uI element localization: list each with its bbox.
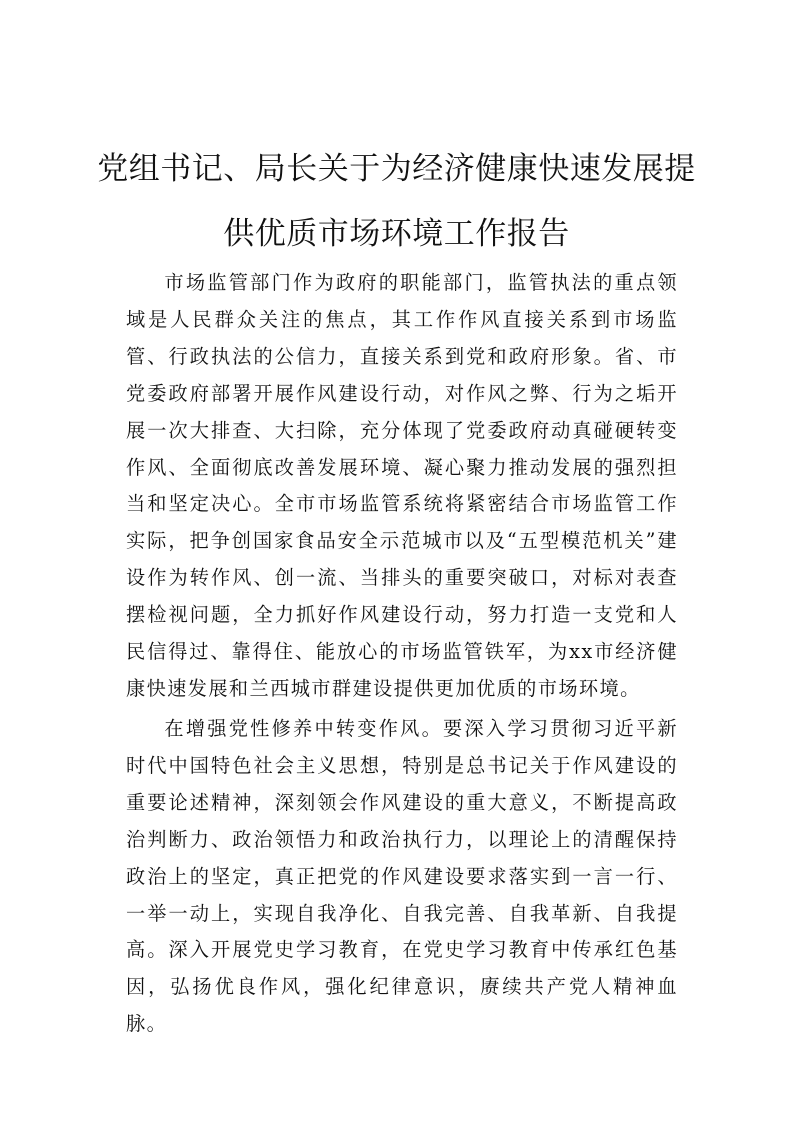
body-paragraph-2: 在增强党性修养中转变作风。要深入学习贯彻习近平新时代中国特色社会主义思想，特别是总书记关于作风建设的重要论述精神，深刻领会作风建设的重大意义，不断提高政治判断力、政治领悟力和政治执行力，以理论上的清醒保持政治上的坚定，真正把党的作风建设要求落实到一言一行、一举一动上，实现自我净化、自我完善、自我革新、自我提高。深入开展党史学习教育，在党史学习教育中传承红色基因，弘扬优良作风，强化纪律意识，赓续共产党人精神血脉。 — [126, 717, 678, 1036]
document-title-line-1: 党组书记、局长关于为经济健康快速发展提 — [97, 151, 696, 187]
body-paragraph-1: 市场监管部门作为政府的职能部门，监管执法的重点领域是人民群众关注的焦点，其工作作风直接关系到市场监管、行政执法的公信力，直接关系到党和政府形象。省、市党委政府部署开展作风建设行动，对作风之弊、行为之垢开展一次大排查、大扫除，充分体现了党委政府动真碰硬转变作风、全面彻底改善发展环境、凝心聚力推动发展的强烈担当和坚定决心。全市市场监管系统将紧密结合市场监管工作实际，把争创国家食品安全示范城市以及“五型模范机关”建设作为转作风、创一流、当排头的重要突破口，对标对表查摆检视问题，全力抓好作风建设行动，努力打造一支党和人民信得过、靠得住、能放心的市场监管铁军，为xx市经济健康快速发展和兰西城市群建设提供更加优质的市场环境。 — [126, 271, 678, 700]
document-title-line-2: 供优质市场环境工作报告 — [223, 216, 570, 252]
